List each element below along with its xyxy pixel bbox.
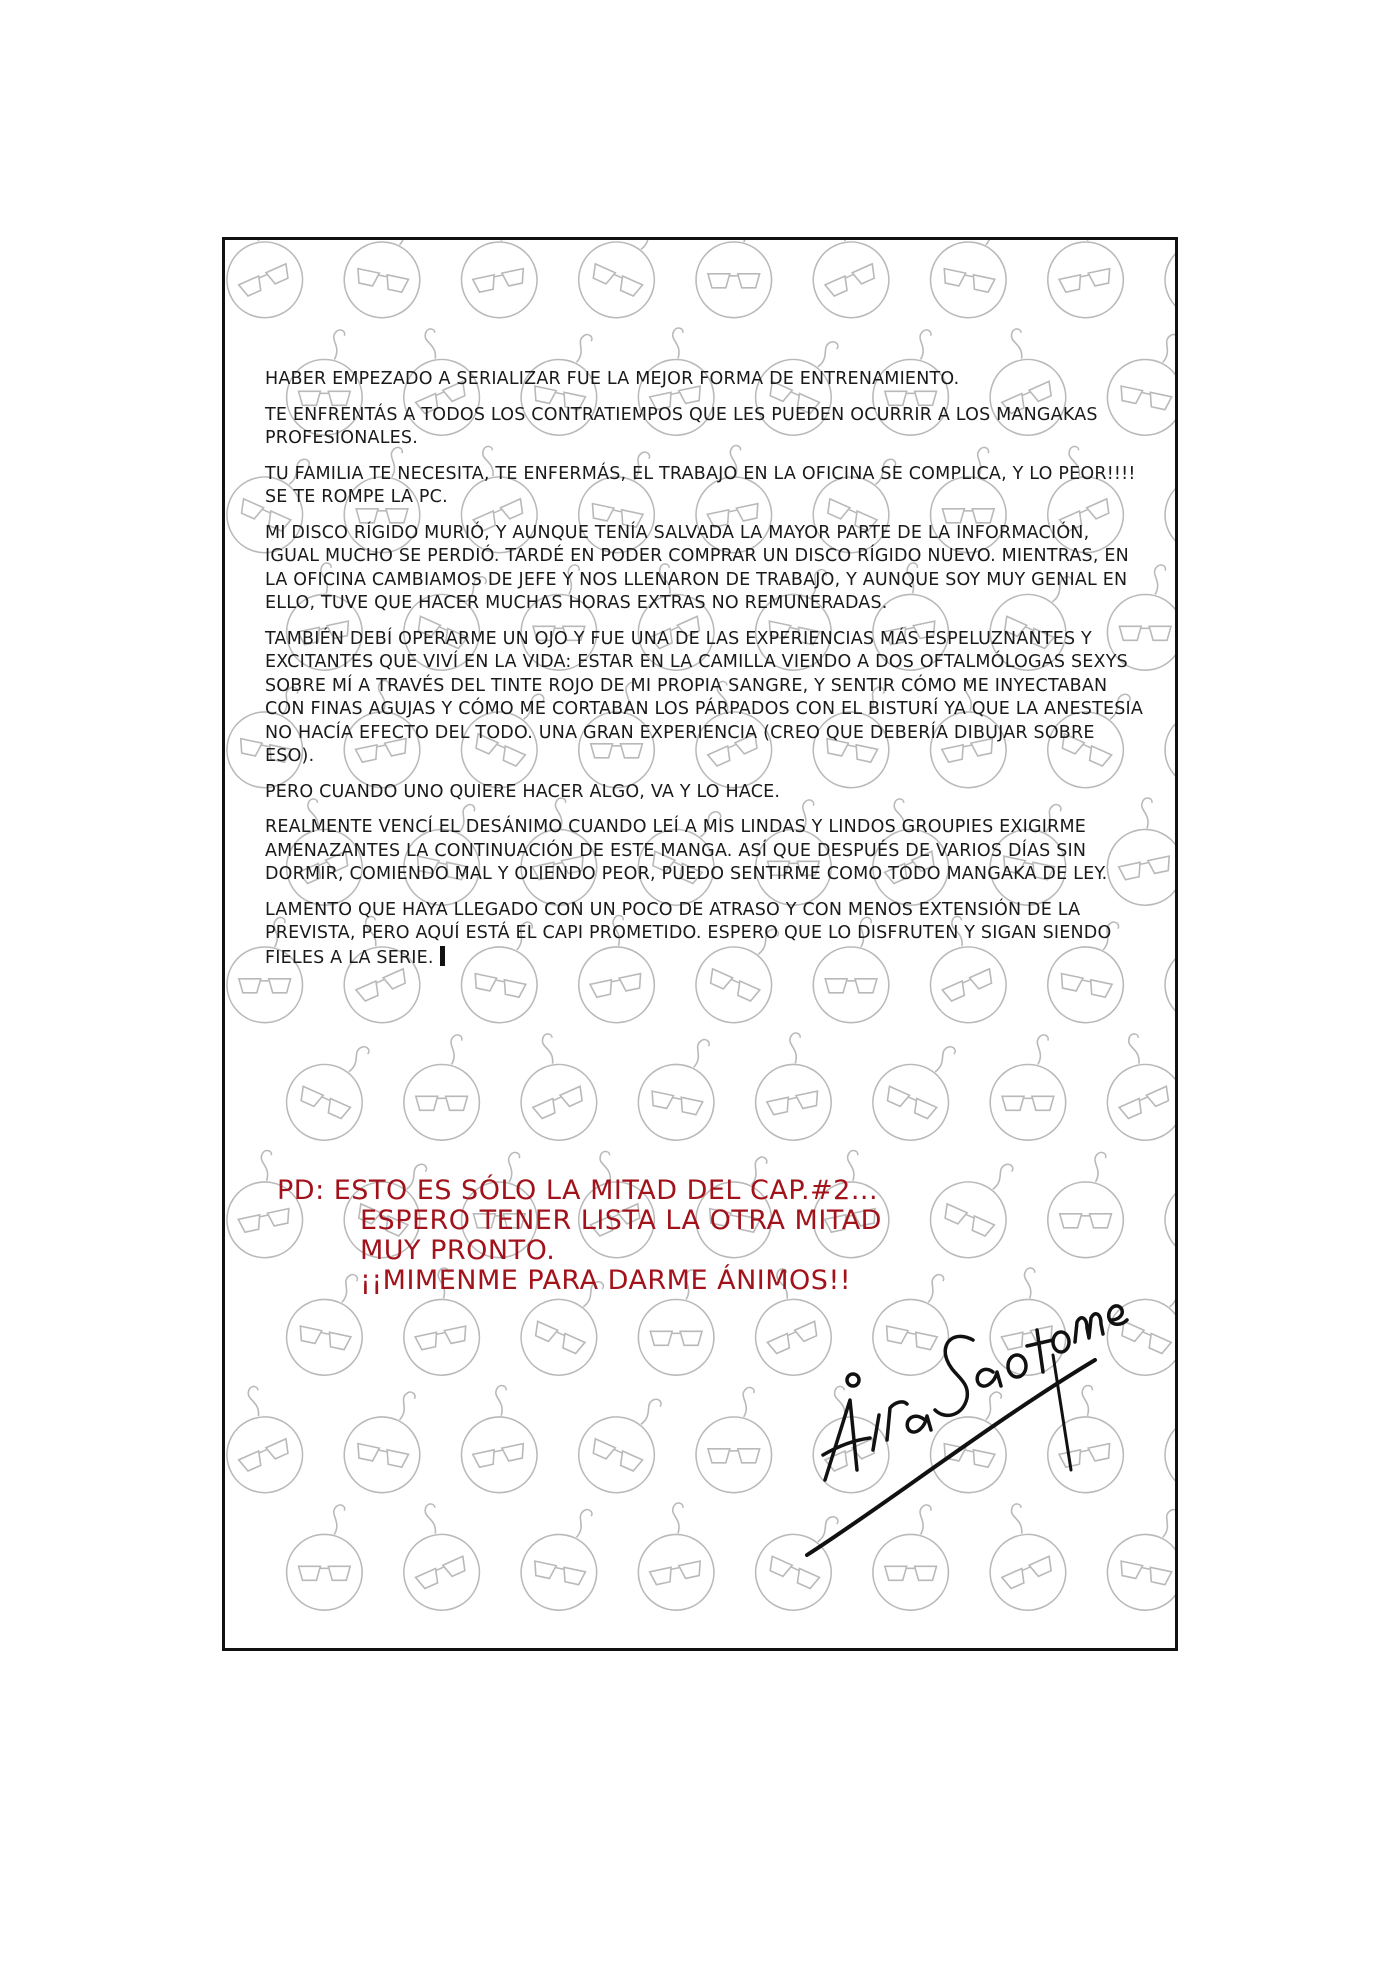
smiley-sunglasses-icon [918,1143,1030,1270]
smiley-sunglasses-icon [275,1025,387,1152]
smiley-sunglasses-icon [742,1029,838,1148]
smiley-sunglasses-icon [1165,682,1175,787]
smiley-sunglasses-icon [990,1035,1066,1140]
letter-body [265,368,1145,982]
postscript-line-2: ESPERO TENER LISTA LA OTRA MITAD [360,1205,882,1236]
postscript [277,1176,882,1296]
smiley-sunglasses-icon [567,1378,679,1505]
postscript-line-4: ¡¡MIMENME PARA DARME ÁNIMOS!! [360,1265,852,1296]
smiley-sunglasses-icon [1035,240,1131,325]
smiley-sunglasses-icon [225,240,315,330]
postscript-line-3: MUY PRONTO. [360,1235,556,1266]
smiley-sunglasses-icon [448,240,544,325]
smiley-sunglasses-icon [696,1387,772,1492]
paragraph-8-text: LAMENTO QUE HAYA LLEGADO CON UN POCO DE ATRASO Y CON MENOS EXTENSIÓN DE LA PREVISTA, PERO AQUÍ ESTÁ EL CAPI PROMETIDO. ESPERO QUE LO DISFRUTEN Y SIGAN SIENDO FIELES A LA SERIE. [265,899,1112,968]
smiley-sunglasses-icon [861,1025,973,1152]
smiley-sunglasses-icon [789,240,901,330]
paragraph-1: HABER EMPEZADO A SERIALIZAR FUE LA MEJOR FORMA DE ENTRENAMIENTO. [265,369,960,389]
paragraph-3: TU FAMILIA TE NECESITA, TE ENFERMÁS, EL TRABAJO EN LA OFICINA SE COMPLICA, Y LO PEOR!!!! SE TE ROMPE LA PC. [265,463,1136,507]
text-cursor [440,946,445,966]
smiley-sunglasses-icon [1141,1143,1175,1270]
smiley-sunglasses-icon [1158,441,1175,560]
smiley-sunglasses-icon [631,1029,727,1148]
smiley-sunglasses-icon [567,240,679,330]
paragraph-5: TAMBIÉN DEBÍ OPERARME UN OJO Y FUE UNA DE LAS EXPERIENCIAS MÁS ESPELUZNANTES Y EXCITANTES QUE VIVÍ EN LA VIDA: ESTAR EN LA CAMILLA VIENDO A DOS OFTALMÓLOGAS SEXYS SOBRE MÍ A TRAVÉS DEL TINTE ROJO DE MI PROPIA SANGRE, Y SENTIR CÓMO ME INYECTABAN CON FINAS AGUJAS Y CÓMO ME CORTABAN LOS PÁRPADOS CON EL BISTURÍ YA QUE LA ANESTESIA NO HACÍA EFECTO DEL TODO. UNA GRAN EXPERIENCIA (CREO QUE DEBERÍA DIBUJAR SOBRE ESO). [265,628,1144,766]
smiley-sunglasses-icon [337,240,433,325]
smiley-sunglasses-icon [404,1035,480,1140]
paragraph-8 [265,899,1145,971]
smiley-sunglasses-icon [514,1499,610,1618]
smiley-sunglasses-icon [225,1378,315,1505]
smiley-sunglasses-icon [1153,240,1175,330]
handwritten-signature [795,1280,1135,1580]
smiley-sunglasses-icon [924,240,1020,325]
paragraph-2: TE ENFRENTÁS A TODOS LOS CONTRATIEMPOS QUE LES PUEDEN OCURRIR A LOS MANGAKAS PROFESIONALES. [265,404,1098,448]
smiley-sunglasses-icon [1152,911,1175,1030]
smiley-sunglasses-icon [696,240,772,318]
postscript-line-1: PD: ESTO ES SÓLO LA MITAD DEL CAP.#2... [277,1175,879,1206]
smiley-sunglasses-icon [1153,1378,1175,1505]
paragraph-6: PERO CUANDO UNO QUIERE HACER ALGO, VA Y LO HACE. [265,781,781,802]
smiley-sunglasses-icon [625,1499,721,1618]
smiley-sunglasses-icon [448,1381,544,1500]
paragraph-4: MI DISCO RÍGIDO MURIÓ, Y AUNQUE TENÍA SALVADA LA MAYOR PARTE DE LA INFORMACIÓN, IGUAL MUCHO SE PERDIÓ. TARDÉ EN PODER COMPRAR UN DISCO RÍGIDO NUEVO. MIENTRAS, EN LA OFICINA CAMBIAMOS DE JEFE Y NOS LLENARON DE TRABAJO, Y AUNQUE SOY MUY GENIAL EN ELLO, TUVE QUE HACER MUCHAS HORAS EXTRAS NO REMUNERADAS. [265,522,1129,613]
smiley-sunglasses-icon [1083,1025,1175,1152]
smiley-sunglasses-icon [380,1495,492,1622]
smiley-sunglasses-icon [337,1381,433,1500]
letter-panel [222,237,1178,1651]
smiley-sunglasses-icon [497,1025,609,1152]
smiley-sunglasses-icon [287,1505,363,1610]
paragraph-7: REALMENTE VENCÍ EL DESÁNIMO CUANDO LEÍ A MIS LINDAS Y LINDOS GROUPIES EXIGIRME AMENAZANTES LA CONTINUACIÓN DE ESTE MANGA. ASÍ QUE DESPUÉS DE VARIOS DÍAS SIN DORMIR, COMIENDO MAL Y OLIENDO PEOR, PUEDO SENTIRME COMO TODO MANGAKA DE LEY. [265,817,1108,884]
smiley-sunglasses-icon [1048,1152,1124,1257]
